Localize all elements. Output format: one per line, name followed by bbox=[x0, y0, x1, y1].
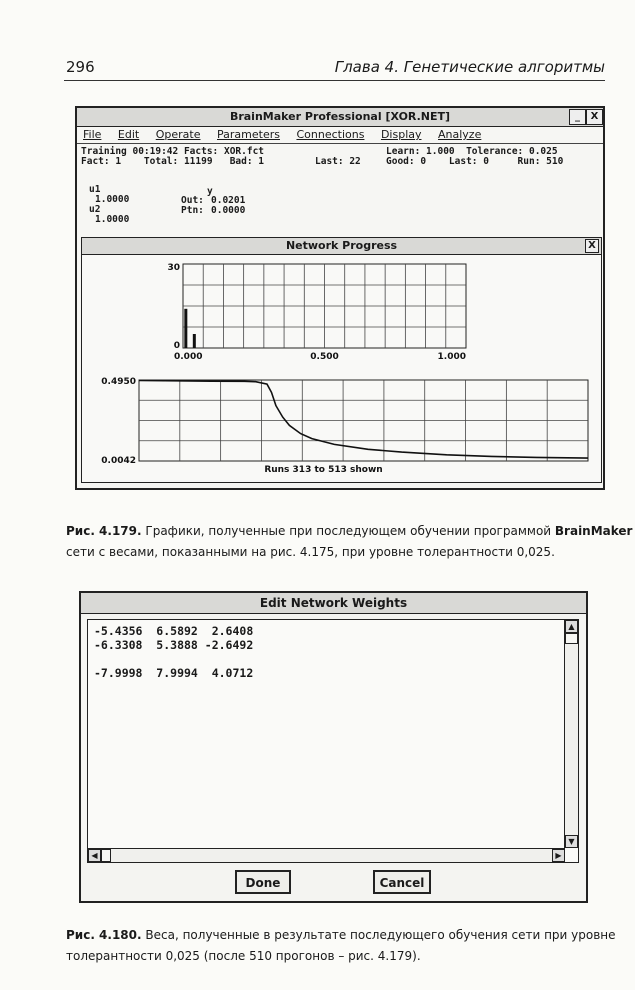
error-chart-caption: Runs 313 to 513 shown bbox=[264, 465, 383, 475]
menu-connections[interactable]: Connections bbox=[296, 128, 365, 141]
histogram-xtick: 0.500 bbox=[310, 352, 339, 362]
status-last: Last: 22 bbox=[315, 156, 361, 167]
output-out-label: Out: bbox=[181, 195, 204, 206]
brainmaker-title: BrainMaker Professional [XOR.NET] bbox=[229, 110, 451, 123]
caption-fig-179 bbox=[66, 521, 632, 563]
menu-parameters[interactable]: Parameters bbox=[217, 128, 280, 141]
edit-weights-dialog bbox=[79, 591, 588, 903]
vertical-scrollbar[interactable] bbox=[564, 620, 578, 848]
output-ptn-label: Ptn: bbox=[181, 205, 204, 216]
minimize-icon[interactable]: _ bbox=[569, 109, 586, 125]
caption-fig-179-text: Графики, полученные при последующем обучении программой bbox=[141, 524, 555, 538]
error-ytick-bottom: 0.0042 bbox=[101, 456, 136, 466]
close-icon[interactable]: X bbox=[586, 109, 603, 125]
brainmaker-window bbox=[75, 106, 605, 490]
menu-operate[interactable]: Operate bbox=[155, 128, 201, 141]
histogram-xtick: 1.000 bbox=[437, 352, 466, 362]
output-y-label: y bbox=[207, 186, 213, 197]
brainmaker-titlebar bbox=[77, 108, 603, 127]
caption-fig-179-brand: BrainMaker bbox=[554, 524, 633, 538]
output-ptn-value: 0.0000 bbox=[211, 205, 246, 216]
histogram-xtick: 0.000 bbox=[174, 352, 203, 362]
status-facts: Fact: 1 Total: 11199 Bad: 1 bbox=[81, 156, 265, 167]
chapter-title: Глава 4. Генетические алгоритмы bbox=[334, 58, 605, 76]
status-training: Training 00:19:42 Facts: XOR.fct bbox=[81, 146, 265, 157]
caption-fig-180-label: Рис. 4.180. bbox=[66, 928, 142, 942]
caption-fig-180-line2: толерантности 0,025 (после 510 прогонов – рис. 4.179). bbox=[66, 949, 421, 963]
edit-weights-title: Edit Network Weights bbox=[259, 596, 408, 610]
network-progress-charts bbox=[82, 255, 601, 481]
caption-fig-180-line1: Веса, полученные в результате последующего обучения сети при уровне bbox=[141, 928, 616, 942]
network-progress-window bbox=[81, 237, 602, 483]
cancel-button[interactable]: Cancel bbox=[373, 870, 431, 894]
hscroll-thumb[interactable] bbox=[101, 849, 111, 862]
histogram-bar bbox=[184, 309, 187, 348]
input-u2-value: 1.0000 bbox=[95, 214, 130, 225]
scroll-up-icon[interactable]: ▲ bbox=[565, 620, 578, 633]
input-u1-value: 1.0000 bbox=[95, 194, 130, 205]
edit-weights-titlebar bbox=[81, 593, 586, 614]
scroll-left-icon[interactable]: ◀ bbox=[88, 849, 101, 862]
page-number: 296 bbox=[66, 58, 95, 76]
network-progress-titlebar bbox=[82, 238, 601, 255]
status-good: Good: 0 Last: 0 Run: 510 bbox=[386, 156, 564, 167]
weights-row-2: -6.3308 5.3888 -2.6492 bbox=[94, 638, 254, 652]
scroll-right-icon[interactable]: ▶ bbox=[552, 849, 565, 862]
caption-fig-180 bbox=[66, 925, 616, 967]
caption-fig-179-line2: сети с весами, показанными на рис. 4.175, при уровне толерантности 0,025. bbox=[66, 545, 555, 559]
weights-textarea[interactable] bbox=[87, 619, 579, 863]
menu-display[interactable]: Display bbox=[380, 128, 422, 141]
status-learn: Learn: 1.000 Tolerance: 0.025 bbox=[386, 146, 558, 157]
input-u1-label: u1 bbox=[89, 184, 101, 195]
progress-close-icon[interactable]: X bbox=[585, 239, 599, 253]
error-ytick-top: 0.4950 bbox=[101, 377, 136, 387]
input-u2-label: u2 bbox=[89, 204, 101, 215]
menu-file[interactable]: File bbox=[83, 128, 102, 141]
scroll-down-icon[interactable]: ▼ bbox=[565, 835, 578, 848]
error-series-line bbox=[139, 381, 588, 459]
done-button[interactable]: Done bbox=[235, 870, 291, 894]
histogram-ytick-top: 30 bbox=[167, 263, 180, 273]
caption-fig-179-label: Рис. 4.179. bbox=[66, 524, 142, 538]
header-rule bbox=[64, 80, 605, 81]
menu-edit[interactable]: Edit bbox=[117, 128, 140, 141]
histogram-bar bbox=[193, 334, 196, 348]
horizontal-scrollbar[interactable] bbox=[88, 848, 565, 862]
weights-row-4: -7.9998 7.9994 4.0712 bbox=[94, 666, 254, 680]
output-out-value: 0.0201 bbox=[211, 195, 246, 206]
network-progress-title: Network Progress bbox=[285, 239, 398, 252]
scroll-thumb[interactable] bbox=[565, 633, 578, 644]
weights-row-1: -5.4356 6.5892 2.6408 bbox=[94, 624, 254, 638]
menu-analyze[interactable]: Analyze bbox=[438, 128, 482, 141]
menu-bar bbox=[77, 127, 603, 144]
histogram-ytick-bottom: 0 bbox=[173, 341, 180, 351]
